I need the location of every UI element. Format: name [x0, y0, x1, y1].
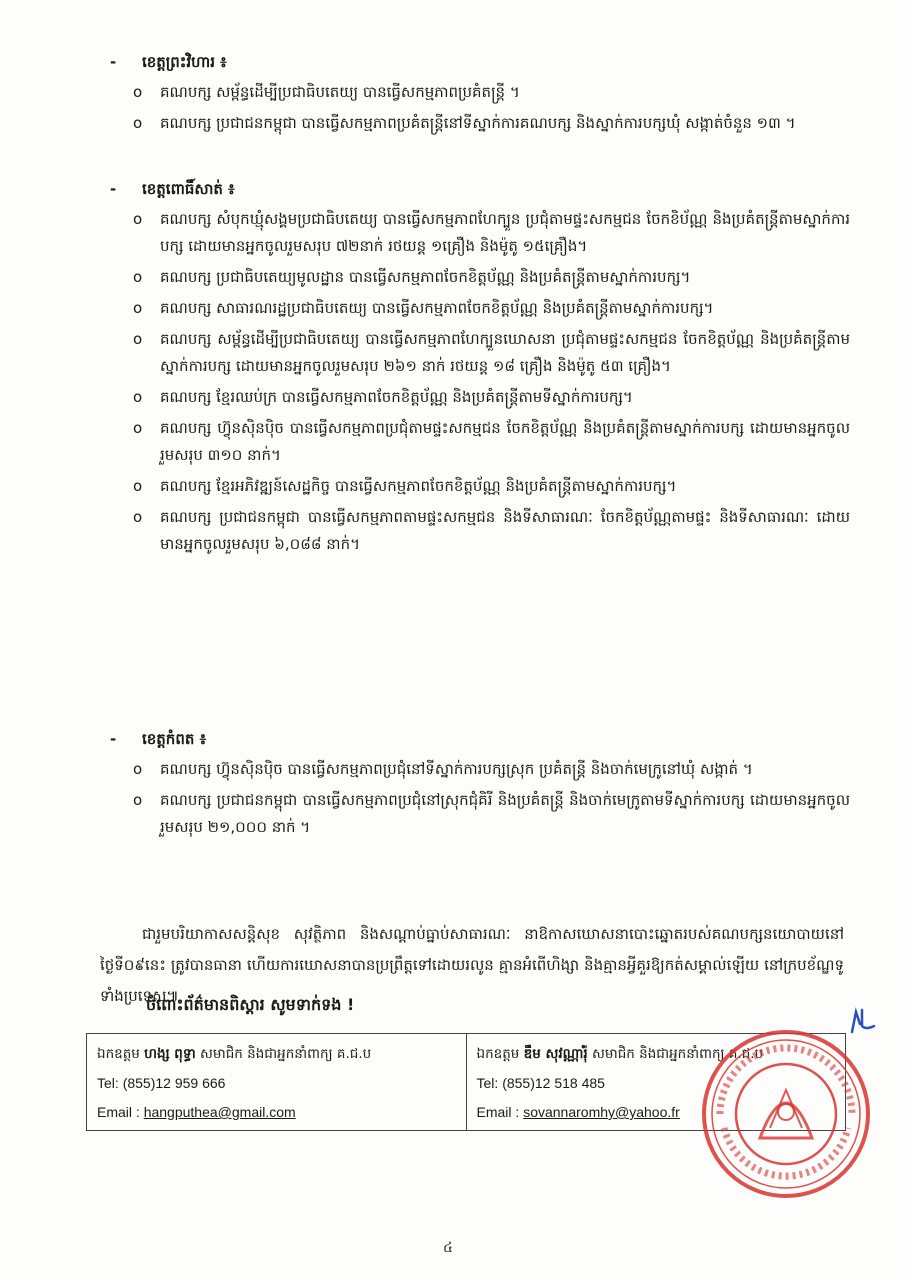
contact-header [97, 1040, 456, 1069]
contact-card [87, 1034, 466, 1130]
contact-name: ឌឹម សុវណ្ណារ៉ុំ [523, 1046, 588, 1062]
dash-bullet: - [110, 180, 117, 198]
circle-bullet-icon: o [133, 299, 143, 317]
list-item [77, 384, 850, 411]
page-number: ៤ [443, 1240, 453, 1256]
circle-bullet-icon: o [133, 210, 143, 228]
item-text: គណបក្ស ខ្មែរអភិវឌ្ឍន៍សេដ្ឋកិច្ច បានធ្វើសកម្មភាពចែកខិត្តប័ណ្ណ និងប្រគំតន្ត្រីតាមស្នាក់ការបក្ស។ [160, 477, 677, 495]
circle-bullet-icon: o [133, 388, 143, 406]
section-heading [110, 45, 850, 79]
section-heading [110, 172, 850, 206]
list-item [77, 264, 850, 291]
honorific: ឯកឧត្តម [97, 1046, 140, 1062]
province-title: ខេត្តពោធិ៍សាត់ ៖ [142, 180, 235, 198]
item-text: គណបក្ស ហ៊្វុនស៊ិនប៉ិច បានធ្វើសកម្មភាពប្រជុំតាមផ្ទះសកម្មជន ចែកខិត្តប័ណ្ណ និងប្រគំតន្ត្រីតាមស្នាក់ការបក្ស ដោយមានអ្នកចូលរួមសរុប ៣១០ នាក់។ [160, 419, 850, 464]
closing-paragraph: ជារួមបរិយាកាសសន្តិសុខ សុវត្ថិភាព និងសណ្តាប់ធ្នាប់សាធារណៈ នាឱកាសឃោសនាបោះឆ្នោតរបស់គណបក្សនយោបាយនៅថ្ងៃទី០៩នេះ ត្រូវបានធានា ហើយការឃោសនាបានប្រព្រឹត្តទៅដោយរលូន គ្មានអំពើហិង្សា និងគ្មានអ្វីគួរឱ្យកត់សម្គាល់ឡើយ នៅក្របខ័ណ្ឌទូទាំងប្រទេស៕ [100, 925, 844, 1005]
email-label: Email : [476, 1104, 520, 1120]
contact-role: សមាជិក និងជាអ្នកនាំពាក្យ គ.ជ.ប [591, 1046, 764, 1062]
list-item [77, 504, 850, 558]
item-text: គណបក្ស ប្រជាជនកម្ពុជា បានធ្វើសកម្មភាពប្រជុំនៅស្រុកជុំគិរី និងប្រគំតន្ត្រី និងចាក់មេក្រូតាមទីស្នាក់ការបក្ស ដោយមានអ្នកចូលរួមសរុប ២១,០០០ នាក់ ។ [160, 791, 850, 836]
email-label: Email : [97, 1104, 140, 1120]
dash-bullet: - [110, 730, 117, 748]
official-seal-icon [700, 1028, 872, 1200]
province-title: ខេត្តព្រះវិហារ ៖ [142, 53, 227, 71]
dash-bullet: - [110, 53, 117, 71]
email-link[interactable]: sovannaromhy@yahoo.fr [523, 1104, 680, 1120]
honorific: ឯកឧត្តម [476, 1046, 520, 1062]
circle-bullet-icon: o [133, 419, 143, 437]
circle-bullet-icon: o [133, 508, 143, 526]
item-text: គណបក្ស ខ្មែរឈប់ក្រ បានធ្វើសកម្មភាពចែកខិត្តប័ណ្ណ និងប្រគំតន្ត្រីតាមទីស្នាក់ការបក្ស។ [160, 388, 633, 406]
signature-mark-icon [846, 1006, 880, 1036]
circle-bullet-icon: o [133, 760, 143, 778]
list-item [77, 415, 850, 469]
email-link[interactable]: hangputhea@gmail.com [143, 1104, 296, 1120]
section-kampot [110, 722, 850, 845]
circle-bullet-icon: o [133, 83, 143, 101]
section-pursat [110, 172, 850, 562]
circle-bullet-icon: o [133, 268, 143, 286]
section-heading [110, 722, 850, 756]
item-text: គណបក្ស សំបុកឃ្មុំសង្គមប្រជាធិបតេយ្យ បានធ្វើសកម្មភាពហែក្បួន ប្រជុំតាមផ្ទះសកម្មជន ចែកខិប័ណ្ណ និងប្រគំតន្ត្រីតាមស្នាក់ការបក្ស ដោយមានអ្នកចូលរួមសរុប ៧២នាក់ រថយន្ត ១គ្រឿង និងម៉ូតូ ១៥គ្រឿង។ [160, 210, 850, 255]
list-item [77, 473, 850, 500]
tel-label: Tel: [97, 1075, 119, 1091]
item-text: គណបក្ស សាធារណរដ្ឋប្រជាធិបតេយ្យ បានធ្វើសកម្មភាពចែកខិត្តប័ណ្ណ និងប្រគំតន្ត្រីតាមស្នាក់ការបក្ស។ [160, 299, 714, 317]
item-text: គណបក្ស សម្ព័ន្ធដើម្បីប្រជាធិបតេយ្យ បានធ្វើសកម្មភាពប្រគំតន្ត្រី ។ [160, 83, 520, 101]
list-item [77, 295, 850, 322]
list-item [77, 206, 850, 260]
item-text: គណបក្ស សម្ព័ន្ធដើម្បីប្រជាធិបតេយ្យ បានធ្វើសកម្មភាពហែក្បួនឃោសនា ប្រជុំតាមផ្ទះសកម្មជន ចែកខិត្តប័ណ្ណ និងប្រគំតន្ត្រីតាមស្នាក់ការបក្ស ដោយមានអ្នកចូលរួមសរុប ២៦១ នាក់ រថយន្ត ១៨ គ្រឿង និងម៉ូតូ ៥៣ គ្រឿង។ [160, 330, 850, 375]
circle-bullet-icon: o [133, 791, 143, 809]
tel-row [97, 1069, 456, 1098]
list-item [77, 110, 850, 137]
tel-value: (855)12 518 485 [502, 1075, 605, 1091]
circle-bullet-icon: o [133, 477, 143, 495]
item-text: គណបក្ស ប្រជាជនកម្ពុជា បានធ្វើសកម្មភាពតាមផ្ទះសកម្មជន និងទីសាធារណៈ ចែកខិត្តប័ណ្ណតាមផ្ទះ និងទីសាធារណៈ ដោយមានអ្នកចូលរួមសរុប ៦,០៨៨ នាក់។ [160, 508, 850, 553]
circle-bullet-icon: o [133, 114, 143, 132]
circle-bullet-icon: o [133, 330, 143, 348]
tel-label: Tel: [476, 1075, 499, 1091]
item-text: គណបក្ស ប្រជាជនកម្ពុជា បានធ្វើសកម្មភាពប្រគំតន្ត្រីនៅទីស្នាក់ការគណបក្ស និងស្នាក់ការបក្សឃុំ សង្កាត់ចំនួន ១៣ ។ [160, 114, 796, 132]
contact-role: សមាជិក និងជាអ្នកនាំពាក្យ គ.ជ.ប [200, 1046, 372, 1062]
contact-name: ហង្ស ពុទ្ធា [144, 1046, 196, 1062]
email-row [97, 1098, 456, 1127]
list-item [77, 326, 850, 380]
item-text: គណបក្ស ប្រជាធិបតេយ្យមូលដ្ឋាន បានធ្វើសកម្មភាពចែកខិត្តប័ណ្ណ និងប្រគំតន្ត្រីតាមស្នាក់ការបក្ស។ [160, 268, 691, 286]
list-item [77, 787, 850, 841]
tel-value: (855)12 959 666 [122, 1075, 226, 1091]
list-item [77, 756, 850, 783]
province-title: ខេត្តកំពត ៖ [142, 730, 207, 748]
list-item [77, 79, 850, 106]
item-text: គណបក្ស ហ៊្វុនស៊ិនប៉ិច បានធ្វើសកម្មភាពប្រជុំនៅទីស្នាក់ការបក្សស្រុក ប្រគំតន្ត្រី និងចាក់មេក្រូនៅឃុំ សង្កាត់ ។ [160, 760, 753, 778]
contact-request: ចំពោះព័ត៌មានពិស្តារ សូមទាក់ទង ! [146, 995, 355, 1014]
section-preah-vihear [110, 45, 850, 141]
